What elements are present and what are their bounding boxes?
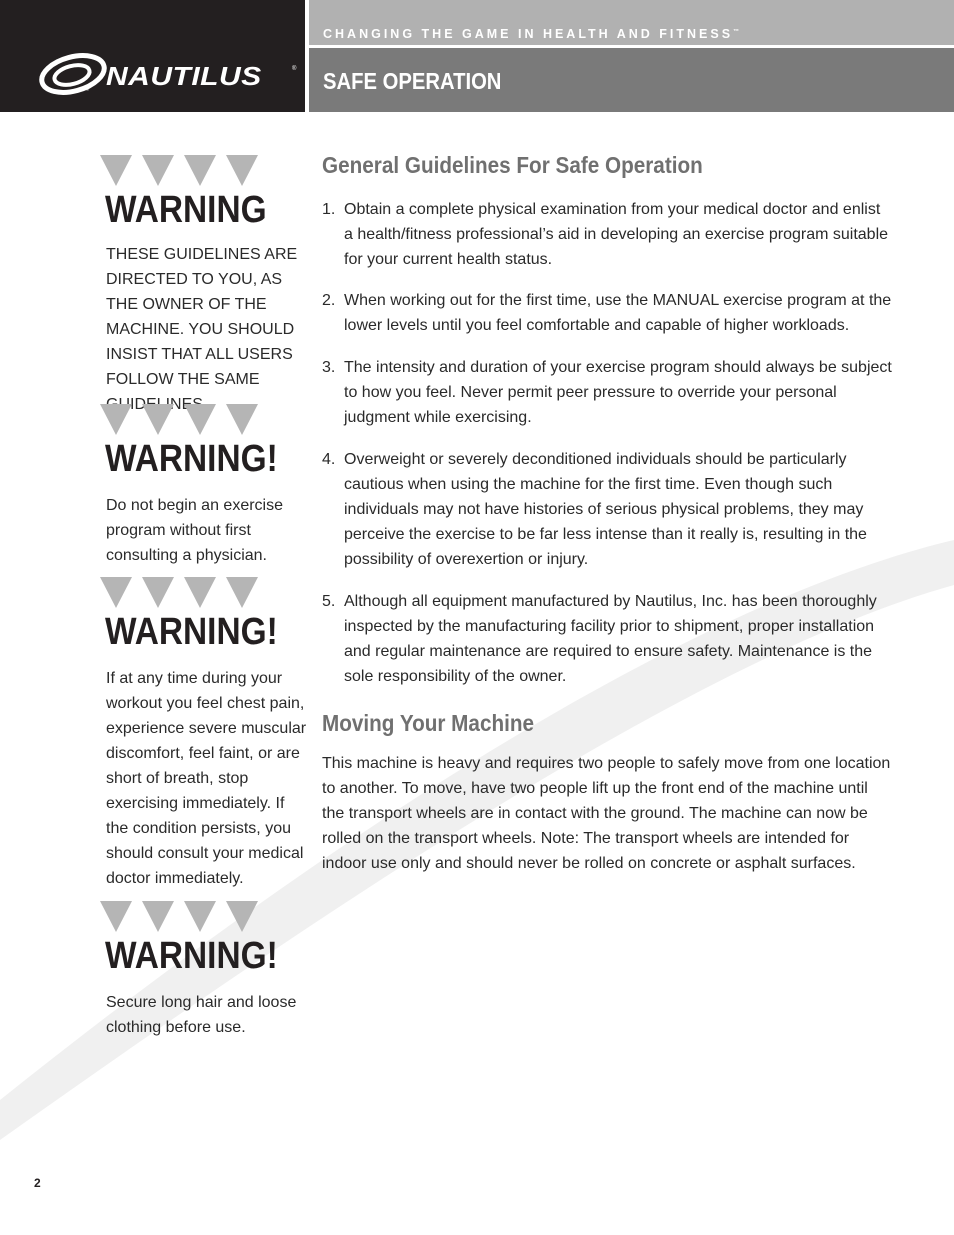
header-tagline-bar (309, 0, 954, 45)
warning-block-4 (100, 901, 310, 1040)
main-content (322, 150, 892, 876)
warning-triangles-icon (100, 577, 260, 608)
warning-text: Do not begin an exercise program without first consulting a physician. (106, 497, 283, 564)
warning-block-3 (100, 577, 310, 891)
tagline: CHANGING THE GAME IN HEALTH AND FITNESS™ (323, 27, 740, 41)
warning-title: WARNING! (105, 935, 278, 977)
warning-triangles-icon (100, 404, 260, 435)
warning-text: THESE GUIDELINES ARE DIRECTED TO YOU, AS THE OWNER OF THE MACHINE. YOU SHOULD INSIST THAT ALL USERS FOLLOW THE SAME (106, 246, 298, 388)
warning-triangles-icon (100, 155, 260, 186)
nautilus-swirl-icon (38, 50, 108, 100)
logo-registered: ® (292, 66, 297, 72)
warning-title: WARNING (105, 189, 267, 231)
page-number: 2 (34, 1176, 41, 1190)
warning-title: WARNING! (105, 438, 278, 480)
warning-block-1 (100, 155, 310, 417)
warning-text: If at any time during your workout you feel chest pain, experience severe muscular discomfort, feel faint, or are short of breath, stop exercising immediately. If the condition persists, you should consult your medical doctor immediately. (106, 670, 307, 887)
list-item: 1. Obtain a complete physical examination from your medical doctor and enlist a health/fitness professional’s aid in developing an exercise program suitable for your current health status. (322, 201, 889, 268)
warning-block-2 (100, 404, 310, 568)
moving-heading: Moving Your Machine (322, 710, 535, 736)
brand-name: NAUTILUS (106, 63, 262, 92)
warning-title: WARNING! (105, 611, 278, 653)
list-item: 2. When working out for the first time, use the MANUAL exercise program at the lower levels until you feel comfortable and capable of higher workloads. (322, 292, 892, 334)
moving-text: This machine is heavy and requires two people to safely move from one location to another. To move, have two people lift up the front end of the machine until the transport wheels are in contact with the ground. The machine can now be rolled on the transport wheels. Note: The transport wheels are intended for indoor use only and should never be rolled on concrete or asphalt surfaces. (322, 755, 891, 872)
list-item: 4. Overweight or severely deconditioned individuals should be particularly cautious when using the machine for the first time. Even though such individuals may not have histories of serious physical problems, they may perceive the exercise to be far less intense than it really is, resulting in the possibility of overexertion or injury. (322, 451, 867, 568)
header-section-bar (309, 48, 954, 112)
list-item: 5. Although all equipment manufactured by Nautilus, Inc. has been thoroughly inspected by the manufacturing facility prior to shipment, proper installation and regular maintenance are required to ensure safety. Maintenance is the sole responsibility of the owner. (322, 593, 877, 685)
guidelines-heading: General Guidelines For Safe Operation (322, 152, 703, 178)
list-item: 3. The intensity and duration of your exercise program should always be subject to how you feel. Never permit peer pressure to override your personal judgment while exercising. (322, 359, 892, 426)
logo-block (0, 0, 305, 112)
guidelines-list (322, 197, 892, 689)
logo-trademark: ™ (84, 88, 89, 94)
warning-text: Secure long hair and loose clothing before use. (106, 994, 297, 1036)
section-title: SAFE OPERATION (323, 68, 502, 94)
warning-triangles-icon (100, 901, 260, 932)
